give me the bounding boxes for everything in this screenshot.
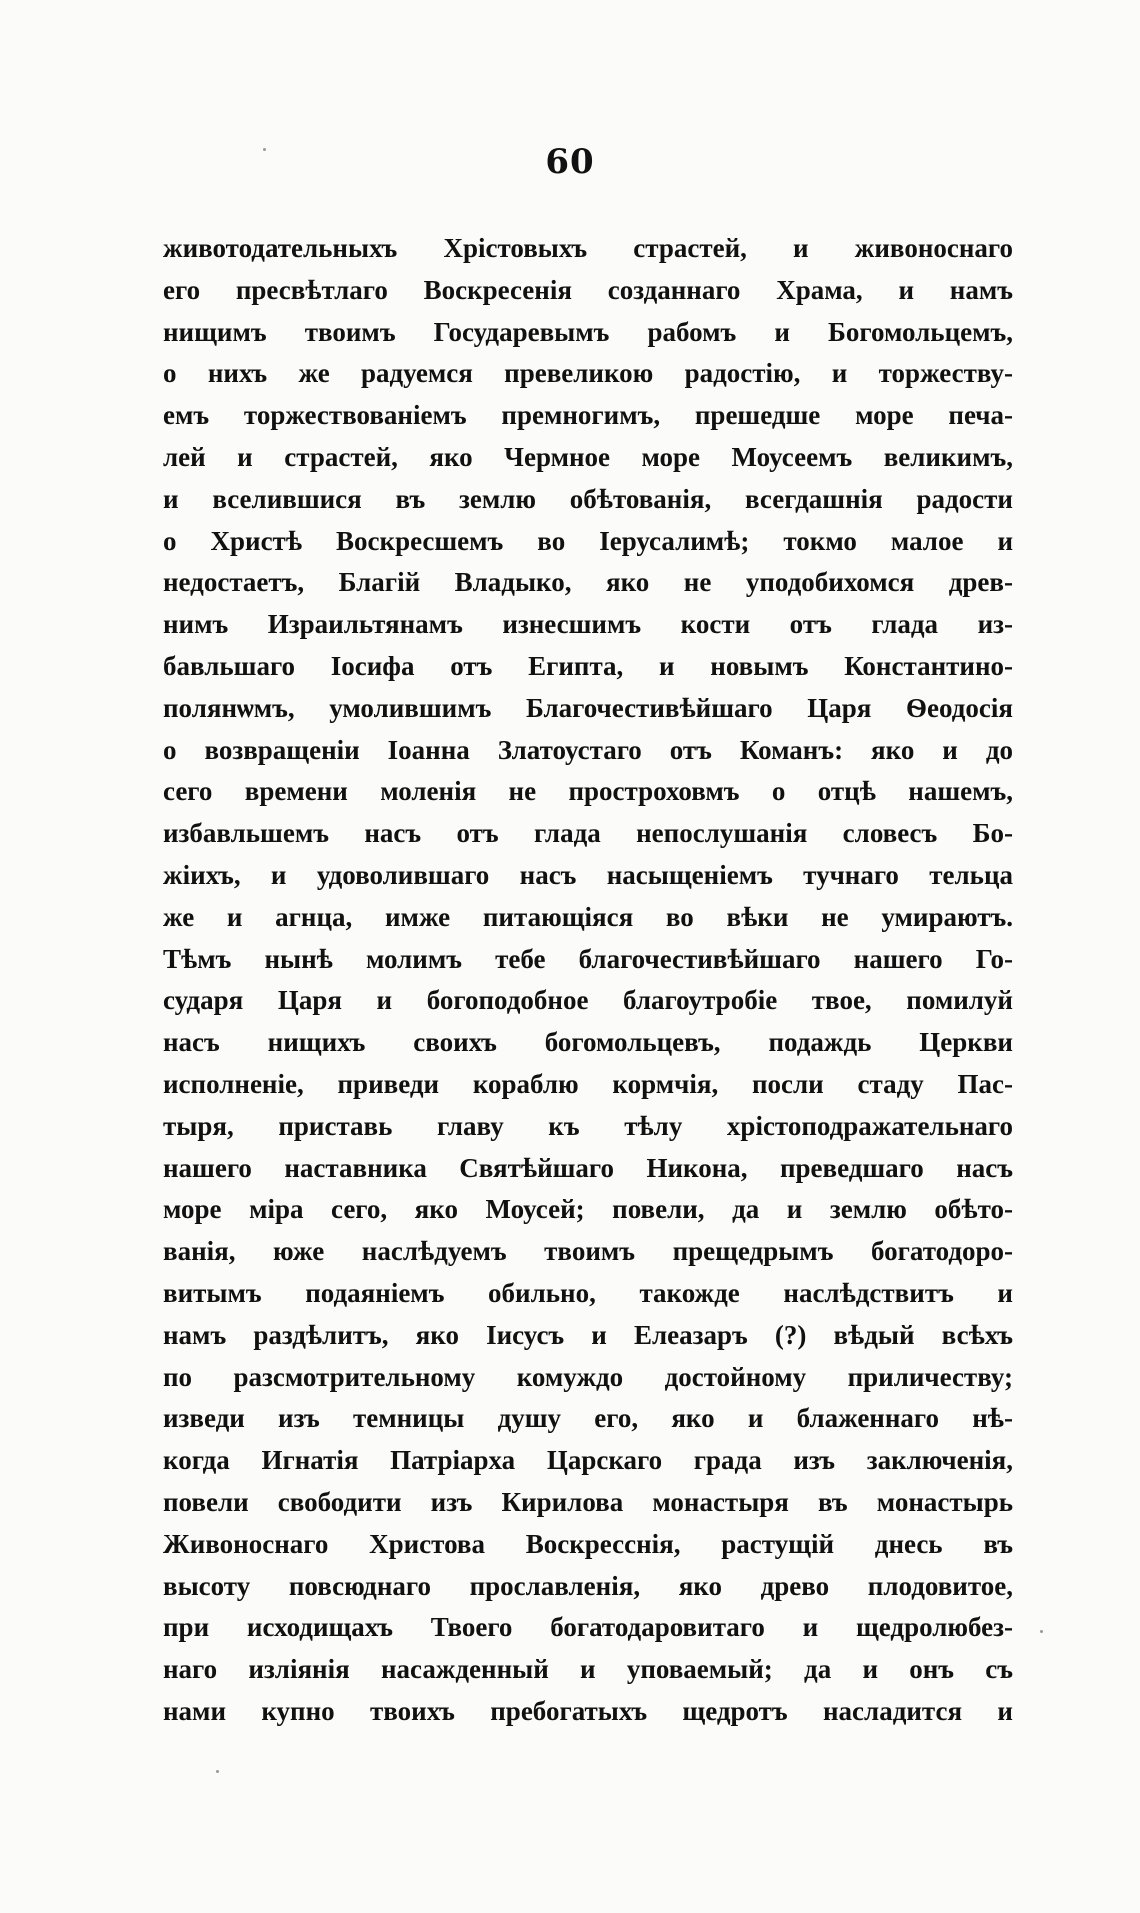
text-line: бавльшаго Іосифа отъ Египта, и новымъ Константино- — [163, 650, 1013, 681]
text-line: наго изліянія насажденный и уповаемый; да и онъ съ — [163, 1654, 1013, 1685]
text-line: и вселившися въ землю обѣтованія, всегдашнія радости — [163, 483, 1013, 514]
scan-speck — [1040, 1630, 1043, 1633]
text-line: его пресвѣтлаго Воскресенія созданнаго Храма, и намъ — [163, 274, 1013, 305]
text-line: полянѡмъ, умолившимъ Благочестивѣйшаго Царя Ѳеодосія — [163, 692, 1013, 723]
text-line: же и агнца, имже питающіяся во вѣки не умираютъ. — [163, 901, 1013, 932]
text-line: намъ раздѣлитъ, яко Іисусъ и Елеазаръ (?) вѣдый всѣхъ — [163, 1319, 1013, 1350]
text-line: лей и страстей, яко Чермное море Моусеемъ великимъ, — [163, 441, 1013, 472]
text-line: нимъ Израильтянамъ изнесшимъ кости отъ глада из- — [163, 609, 1013, 640]
text-line: по разсмотрительному комуждо достойному приличеству; — [163, 1361, 1013, 1392]
body-text — [163, 228, 1013, 1733]
text-line: изведи изъ темницы душу его, яко и блаженнаго нѣ- — [163, 1403, 1013, 1434]
text-line: высоту повсюднаго прославленія, яко древо плодовитое, — [163, 1570, 1013, 1601]
text-line: нищимъ твоимъ Государевымъ рабомъ и Богомольцемъ, — [163, 316, 1013, 347]
text-line: при исходищахъ Твоего богатодаровитаго и щедролюбез- — [163, 1612, 1013, 1643]
scan-speck — [216, 1770, 219, 1773]
text-line: сударя Царя и богоподобное благоутробіе твое, помилуй — [163, 985, 1013, 1016]
text-line: сего времени моленія не простроховмъ о отцѣ нашемъ, — [163, 776, 1013, 807]
scan-speck — [263, 148, 266, 151]
text-line: жіихъ, и удоволившаго насъ насыщеніемъ тучнаго тельца — [163, 859, 1013, 890]
text-line: нами купно твоихъ пребогатыхъ щедротъ насладится и — [163, 1695, 1013, 1726]
text-line: повели свободити изъ Кирилова монастыря въ монастырь — [163, 1486, 1013, 1517]
text-line: о возвращеніи Іоанна Златоустаго отъ Команъ: яко и до — [163, 734, 1013, 765]
text-line: насъ нищихъ своихъ богомольцевъ, подаждь Церкви — [163, 1027, 1013, 1058]
text-line: тыря, приставь главу къ тѣлу хрістоподражательнаго — [163, 1110, 1013, 1141]
text-line: о нихъ же радуемся превеликою радостію, и торжеству- — [163, 358, 1013, 389]
text-line: избавльшемъ насъ отъ глада непослушанія словесъ Бо- — [163, 818, 1013, 849]
text-line: животодательныхъ Хрістовыхъ страстей, и живоноснаго — [163, 233, 1013, 263]
text-line: море міра сего, яко Моусей; повели, да и землю обѣто- — [163, 1194, 1013, 1225]
text-line: емъ торжествованіемъ премногимъ, прешедше море печа- — [163, 400, 1013, 431]
text-line: о Христѣ Воскресшемъ во Іерусалимѣ; токмо малое и — [163, 525, 1013, 556]
text-line: Тѣмъ нынѣ молимъ тебе благочестивѣйшаго нашего Го- — [163, 943, 1013, 974]
text-line: исполненіе, приведи кораблю кормчія, посли стаду Пас- — [163, 1068, 1013, 1099]
text-line: недостаетъ, Благій Владыко, яко не уподобихомся древ- — [163, 567, 1013, 598]
page-number: 60 — [545, 142, 595, 182]
text-line: витымъ подаяніемъ обильно, такожде наслѣдствитъ и — [163, 1277, 1013, 1308]
text-line: Живоноснаго Христова Воскресснія, растущій днесь въ — [163, 1528, 1013, 1559]
text-line: ванія, юже наслѣдуемъ твоимъ прещедрымъ богатодоро- — [163, 1236, 1013, 1267]
text-line: нашего наставника Святѣйшаго Никона, преведшаго насъ — [163, 1152, 1013, 1183]
text-line: когда Игнатія Патріарха Царскаго града изъ заключенія, — [163, 1445, 1013, 1476]
